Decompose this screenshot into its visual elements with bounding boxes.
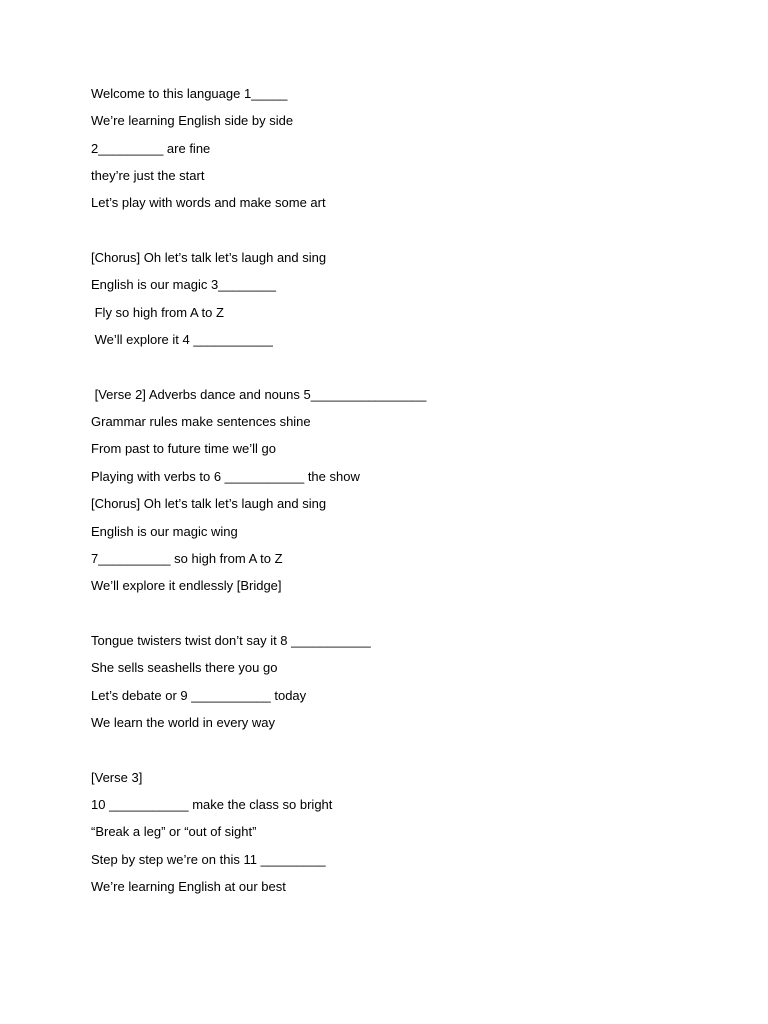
lyric-line: We’ll explore it 4 ___________ [91, 332, 273, 348]
lyric-line: [Verse 3] [91, 769, 143, 785]
lyric-line: Playing with verbs to 6 ___________ the show [91, 468, 360, 484]
blank-line [91, 222, 691, 249]
lyric-line: We’re learning English side by side [91, 113, 294, 129]
lyric-line: 7__________ so high from A to Z [91, 550, 283, 566]
lyric-line: We’ll explore it endlessly [Bridge] [91, 578, 282, 594]
lyric-line: Let’s play with words and make some art [91, 195, 326, 211]
lyric-line: 2_________ are fine [91, 140, 211, 156]
blank-line [91, 741, 691, 768]
blank-line [91, 605, 691, 632]
lyric-line: Let’s debate or 9 ___________ today [91, 687, 307, 703]
lyric-line: [Chorus] Oh let’s talk let’s laugh and sing [91, 250, 327, 266]
lyric-line: they’re just the start [91, 168, 205, 184]
lyric-line: English is our magic 3________ [91, 277, 277, 293]
lyric-line: English is our magic wing [91, 523, 238, 539]
blank-line [91, 358, 691, 385]
lyric-line: Fly so high from A to Z [91, 304, 224, 320]
lyric-line: [Verse 2] Adverbs dance and nouns 5________________ [91, 386, 427, 402]
lyric-line: We’re learning English at our best [91, 878, 286, 894]
lyric-line: “Break a leg” or “out of sight” [91, 824, 257, 840]
lyric-line: 10 ___________ make the class so bright [91, 796, 333, 812]
lyric-line: She sells seashells there you go [91, 660, 278, 676]
lyric-line: Tongue twisters twist don’t say it 8 ___________ [91, 632, 371, 648]
lyric-line: From past to future time we’ll go [91, 441, 276, 457]
lyric-line: We learn the world in every way [91, 714, 276, 730]
song-lyrics [91, 85, 691, 905]
lyric-line: Grammar rules make sentences shine [91, 414, 311, 430]
lyric-line: [Chorus] Oh let’s talk let’s laugh and sing [91, 496, 327, 512]
lyric-line: Welcome to this language 1_____ [91, 86, 288, 101]
lyric-line: Step by step we’re on this 11 _________ [91, 851, 326, 867]
